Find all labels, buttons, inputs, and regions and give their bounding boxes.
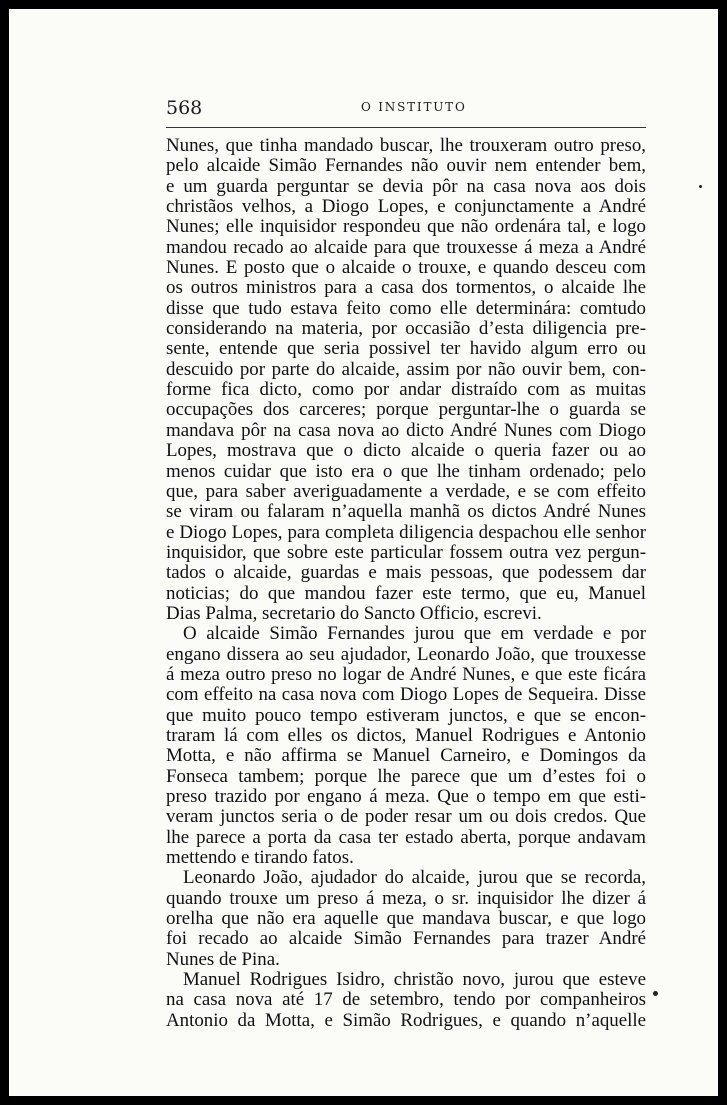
- text-line: pelo alcaide Simão Fernandes não ouvir nem entender bem,: [166, 155, 646, 177]
- text-line: á meza outro preso no logar de André Nunes, e que este ficára: [166, 663, 646, 685]
- text-line: que muito pouco tempo estiveram junctos, e que se encon-: [166, 704, 646, 726]
- body-text: [166, 136, 646, 1031]
- text-line: engano dissera ao seu ajudador, Leonardo João, que trouxesse: [166, 643, 646, 665]
- text-line: na casa nova até 17 de setembro, tendo por companheiros: [166, 989, 646, 1011]
- text-line: Nunes. E posto que o alcaide o trouxe, e quando desceu com: [166, 257, 646, 279]
- header-rule: [166, 127, 646, 128]
- text-line: se viram ou falaram n’aquella manhã os dictos André Nunes: [166, 501, 646, 523]
- text-line: menos cuidar que isto era o que lhe tinham ordenado; pelo: [166, 460, 646, 482]
- text-line: Dias Palma, secretario do Sancto Officio, escrevi.: [166, 602, 542, 624]
- page-header: [166, 93, 646, 123]
- text-line: christãos velhos, a Diogo Lopes, e conjunctamente a André: [166, 196, 646, 218]
- text-line: que, para saber averiguadamente a verdade, e se com effeito: [166, 480, 646, 502]
- text-line: orelha que não era aquelle que mandava buscar, e que logo: [166, 908, 646, 930]
- speck-mark: [699, 185, 702, 188]
- text-line: Leonardo João, ajudador do alcaide, jurou que se recorda,: [183, 867, 646, 889]
- text-line: traram lá com elles os dictos, Manuel Rodrigues e Antonio: [166, 724, 646, 746]
- text-line: e um guarda perguntar se devia pôr na casa nova aos dois: [166, 175, 646, 197]
- text-line: os outros ministros para a casa dos tormentos, o alcaide lhe: [166, 277, 646, 299]
- text-line: foi recado ao alcaide Simão Fernandes para trazer André: [166, 928, 646, 950]
- speck-mark: [653, 991, 658, 996]
- text-line: lhe parece a porta da casa ter estado aberta, porque andavam: [166, 826, 646, 848]
- text-line: Nunes; elle inquisidor respondeu que não ordenára tal, e logo: [166, 216, 646, 238]
- text-line: Lopes, mostrava que o dicto alcaide o queria fazer ou ao: [166, 440, 646, 462]
- text-line: descuido por parte do alcaide, assim por não ouvir bem, con-: [166, 358, 646, 380]
- text-line: Nunes, que tinha mandado buscar, lhe trouxeram outro preso,: [166, 135, 646, 156]
- text-line: quando trouxe um preso á meza, o sr. inquisidor lhe dizer á: [166, 887, 646, 909]
- text-line: O alcaide Simão Fernandes jurou que em verdade e por: [183, 623, 646, 645]
- text-line: forme fica dicto, como por andar distraído com as muitas: [166, 379, 646, 401]
- text-line: Antonio da Motta, e Simão Rodrigues, e quando n’aquelle: [166, 1009, 646, 1031]
- text-line: occupações dos carceres; porque perguntar-lhe o guarda se: [166, 399, 646, 421]
- text-line: mandou recado ao alcaide para que trouxesse á meza a André: [166, 236, 646, 258]
- text-line: preso trazido por engano á meza. Que o tempo em que esti-: [166, 786, 646, 807]
- text-line: mettendo e tirando fatos.: [166, 847, 354, 869]
- text-line: inquisidor, que sobre este particular fossem outra vez pergun-: [166, 541, 646, 563]
- text-line: Motta, e não affirma se Manuel Carneiro, e Domingos da: [166, 745, 646, 767]
- text-line: mandava pôr na casa nova ao dicto André Nunes com Diogo: [166, 419, 646, 441]
- book-page: [9, 9, 718, 1096]
- text-line: Manuel Rodrigues Isidro, christão novo, jurou que esteve: [183, 969, 646, 991]
- text-line: com effeito na casa nova com Diogo Lopes de Sequeira. Disse: [166, 684, 646, 706]
- running-title: O INSTITUTO: [361, 100, 467, 114]
- text-line: considerando na materia, por occasião d’esta diligencia pre-: [166, 318, 646, 340]
- text-line: e Diogo Lopes, para completa diligencia despachou elle senhor: [166, 521, 646, 543]
- text-line: tados o alcaide, guardas e mais pessoas, que podessem dar: [166, 562, 646, 584]
- page-number: 568: [166, 97, 203, 119]
- text-line: Nunes de Pina.: [166, 948, 280, 970]
- text-line: sente, entende que seria possivel ter havido algum erro ou: [166, 338, 646, 360]
- text-line: Fonseca tambem; porque lhe parece que um d’estes foi o: [166, 765, 646, 787]
- text-line: noticias; do que mandou fazer este termo, que eu, Manuel: [166, 582, 646, 604]
- text-line: veram junctos seria o de poder resar um ou dois credos. Que: [166, 806, 646, 828]
- text-line: disse que tudo estava feito como elle determinára: comtudo: [166, 297, 646, 319]
